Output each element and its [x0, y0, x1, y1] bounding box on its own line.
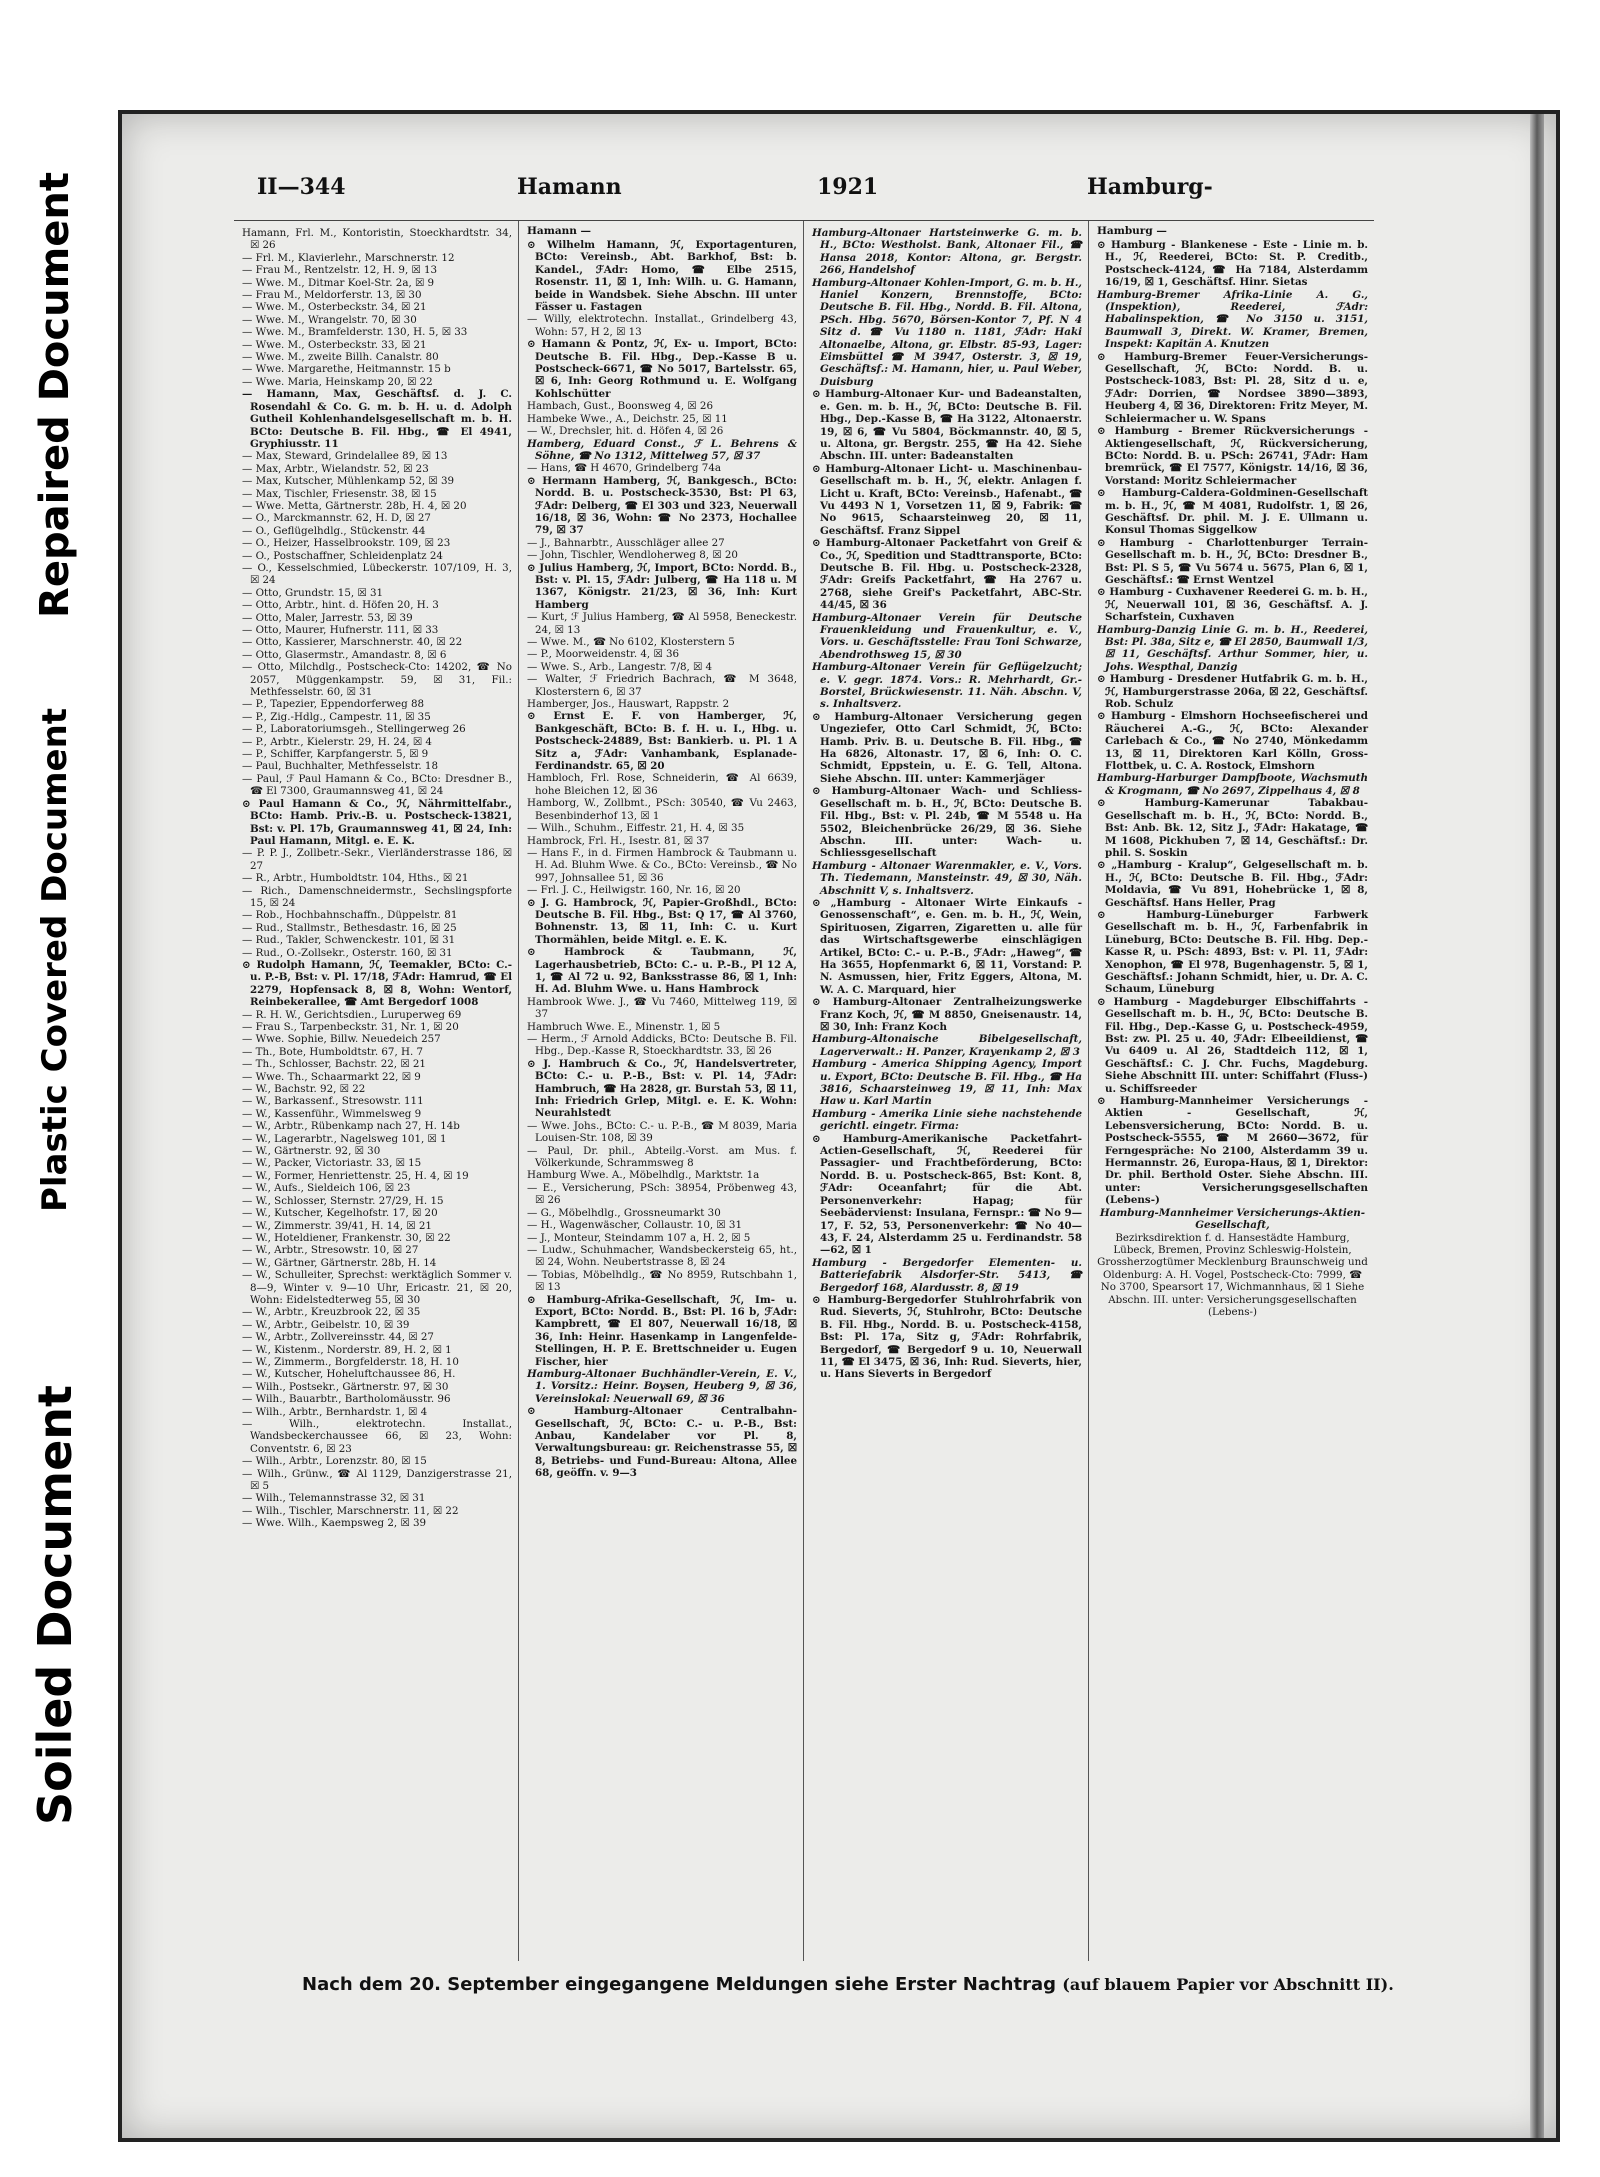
directory-entry: ⊙ Hamburg - Bremer Rückversicherungs - Aktiengesellschaft, ℋ, Rückversicherung, BCto: Nordd. B. u. PSch: 26741, ℱAdr: Ham bremrück, ☎ El 7577, Königstr. 14/16, ☒ 36, Vorstand: Moritz Schleiermacher [1097, 425, 1368, 487]
directory-entry: — W., Kassenführ., Wimmelsweg 9 [242, 1107, 422, 1120]
directory-entry: — Otto, Glasermstr., Amandastr. 8, ☒ 6 [242, 648, 447, 661]
directory-entry: — W., Schlosser, Sternstr. 27/29, H. 15 [242, 1194, 444, 1207]
directory-entry: ⊙ „Hamburg - Altonaer Wirte Einkaufs - Genossenschaft“, e. Gen. m. b. H., ℋ, Wein, Spirituosen, Zigarren, Zigaretten u. alle für das Wirtschaftsgewerbe einschlägigen Artikel, BCto: C.- u. P.-B., ℱAdr: „Haweg“, ☎ Ha 3655, Hopfenmarkt 6, ☒ 11, Vorstand: P. N. Asmussen, hier, Fritz Eggers, Altona, M. W. A. C. Marquard, hier [812, 896, 1082, 996]
directory-entry: Hamburg-Bremer Afrika-Linie A. G., (Inspektion), Reederei, ℱAdr: Habalinspektion, ☎ No 3150 u. 3151, Baumwall 3, Direkt. W. Kramer, Bremen, Inspekt: Kapitän A. Knutzen [1097, 288, 1368, 351]
directory-entry: — Rich., Damenschneidermstr., Sechslingspforte 15, ☒ 24 [242, 884, 512, 909]
directory-entry: ⊙ Hamburg - Magdeburger Elbschiffahrts - Gesellschaft m. b. H., ℋ, BCto: Deutsche B. Fil. Hbg., Dep.-Kasse G, u. Postscheck-4959, Bst: zw. Pl. 25 u. 40, ℱAdr: Elbeeildienst, ☎ Vu 6409 u. Al 26, Stadtdeich 112, ☒ 1, Geschäftsf.: C. J. Chr. Fuchs, Magdeburg. Siehe Abschnitt III. unter: Schiffahrt (Fluss-) u. Schiffsreeder [1097, 995, 1368, 1095]
directory-entry: — Max, Kutscher, Mühlenkamp 52, ☒ 39 [242, 475, 455, 488]
directory-entry: ⊙ Hamburg-Amerikanische Packetfahrt-Actien-Gesellschaft, ℋ, Reederei für Passagier- und Frachtbeförderung, BCto: Nordd. B. u. Postscheck-865, Bst: Kont. 8, ℱAdr: Oceanfahrt; für die Abt. Personenverkehr: Hapag; für Seebädervienst: Insulana, Fernspr.: ☎ No 9—17, F. 52, 53, Personenverkehr: ☎ No 40—43, F. 24, Alsterdamm 25 u. Ferdinandstr. 58—62, ☒ 1 [812, 1132, 1082, 1257]
directory-entry: — W., Schulleiter, Sprechst: werktäglich Sommer v. 8—9, Winter v. 9—10 Uhr, Ericastr. 21, ☒ 20, Wohn: Eidelstedterweg 55, ☒ 30 [242, 1269, 512, 1306]
directory-entry: ⊙ Hamburg-Altonaer Licht- u. Maschinenbau-Gesellschaft m. b. H., ℋ, elektr. Anlagen f. Licht u. Kraft, BCto: Vereinsb., Hafenabt., ☎ Vu 4493 N 1, Vorsetzen 11, ☒ 9, Fabrik: ☎ No 9615, Schaarsteinweg 20, ☒ 11, Geschäftsf. Franz Sippel [812, 462, 1082, 537]
directory-entry: — Hans, ☎ H 4670, Grindelberg 74a [527, 462, 722, 475]
running-head-name: Hamann [517, 174, 622, 200]
directory-entry: ⊙ Hamburg-Caldera-Goldminen-Gesellschaft m. b. H., ℋ, ☎ M 4081, Rudolfstr. 1, ☒ 26, Geschäftsf. Dr. phil. M. J. E. Ullmann u. Konsul Thomas Siggelkow [1097, 487, 1368, 537]
directory-entry: — Wwe. M., Osterbeckstr. 34, ☒ 21 [242, 301, 427, 314]
directory-entry: — W., Arbtr., Zollvereinsstr. 44, ☒ 27 [242, 1331, 434, 1344]
directory-entry: ⊙ Hamburg - Cuxhavener Reederei G. m. b. H., ℋ, Neuerwall 101, ☒ 36, Geschäftsf. A. J. Scharfstein, Cuxhaven [1097, 586, 1368, 624]
directory-entry: — J., Monteur, Steindamm 107 a, H. 2, ☒ 5 [527, 1231, 751, 1244]
directory-entry: — Paul, Buchhalter, Methfesselstr. 18 [242, 760, 439, 773]
directory-entry: — R. H. W., Gerichtsdien., Luruperweg 69 [242, 1008, 462, 1021]
directory-entry: — Frau M., Meldorferstr. 13, ☒ 30 [242, 289, 422, 302]
directory-entry: — Wilh., Tischler, Marschnerstr. 11, ☒ 22 [242, 1504, 459, 1517]
directory-entry: — W., Packer, Victoriastr. 33, ☒ 15 [242, 1157, 422, 1170]
directory-entry: — Herm., ℱ Arnold Addicks, BCto: Deutsche B. Fil. Hbg., Dep.-Kasse R, Stoeckhardtstr. 33, ☒ 26 [527, 1033, 797, 1058]
directory-entry: — W., Arbtr., Rübenkamp nach 27, H. 14b [242, 1120, 460, 1133]
directory-entry: — W., Zimmerstr. 39/41, H. 14, ☒ 21 [242, 1219, 432, 1232]
directory-entry: — O., Heizer, Hasselbrookstr. 109, ☒ 23 [242, 537, 451, 550]
directory-entry: — Wilh., Bauarbtr., Bartholomäusstr. 96 [242, 1393, 451, 1406]
directory-entry: — Paul, ℱ Paul Hamann & Co., BCto: Dresdner B., ☎ El 7300, Graumannsweg 41, ☒ 24 [242, 772, 512, 798]
directory-entry: Hamburg - Amerika Linie siehe nachstehende gerichtl. eingetr. Firma: [812, 1107, 1082, 1133]
directory-entry: — Willy, elektrotechn. Installat., Grindelberg 43, Wohn: 57, H 2, ☒ 13 [527, 313, 797, 338]
directory-entry: — Frau S., Tarpenbeckstr. 31, Nr. 1, ☒ 20 [242, 1021, 459, 1033]
page-number: II—344 [257, 174, 346, 200]
column-head: Hamburg — [1097, 225, 1167, 237]
directory-entry: — W., Bachstr. 92, ☒ 22 [242, 1083, 366, 1096]
directory-entry: ⊙ Julius Hamberg, ℋ, Import, BCto: Nordd. B., Bst: v. Pl. 15, ℱAdr: Julberg, ☎ Ha 118 u. M 1367, Königstr. 21/23, ☒ 36, Inh: Kurt Hamberg [527, 561, 797, 611]
directory-entry: ⊙ Hamburg - Elmshorn Hochseefischerei und Räucherei A.-G., ℋ, BCto: Alexander Carlebach & Co., ☎ No 2740, Mönkedamm 13, ☒ 11, Direktoren Karl Kölln, Gross-Flottbek, u. C. A. Rostock, Elmshorn [1097, 710, 1368, 773]
directory-entry: Hambeke Wwe., A., Deichstr. 25, ☒ 11 [527, 412, 728, 425]
directory-entry: ⊙ „Hamburg - Kralup“, Gelgesellschaft m. b. H., ℋ, BCto: Deutsche B. Fil. Hbg., ℱAdr: Moldavia, ☎ Vu 891, Hohebrücke 1, ☒ 8, Geschäftsf. Hans Heller, Prag [1097, 859, 1368, 909]
directory-entry: Hamburg-Altonaer Verein für Deutsche Frauenkleidung und Frauenkultur, e. V., Vors. u. Geschäftsstelle: Frau Toni Schwarze, Abendrothsweg 15, ☒ 30 [812, 611, 1082, 661]
directory-entry: ⊙ Hamburg-Kamerunar Tabakbau-Gesellschaft m. b. H., ℋ, BCto: Nordd. B., Bst: Anb. Bk. 12, Sitz J., ℱAdr: Hakatage, ☎ M 1608, Pickhuben 7, ☒ 14, Geschäftsf.: Dr. phil. S. Soskin [1097, 797, 1368, 859]
directory-entry: — Otto, Arbtr., hint. d. Höfen 20, H. 3 [242, 599, 439, 612]
directory-entry: — Th., Schlosser, Bachstr. 22, ☒ 21 [242, 1058, 426, 1071]
directory-entry: — Otto, Maurer, Hufnerstr. 111, ☒ 33 [242, 624, 439, 636]
directory-entry: Hamburg-Altonaer Verein für Geflügelzucht; e. V. gegr. 1874. Vors.: R. Mehrhardt, Gr.-Borstel, Brückwiesenstr. 11. Näh. Abschn. V, s. Inhaltsverz. [812, 661, 1082, 711]
directory-entry: Hamburg - America Shipping Agency, Import u. Export, BCto: Deutsche B. Fil. Hbg., ☎ Ha 3816, Schaarsteinweg 19, ☒ 11, Inh: Max Haw u. Karl Martin [812, 1058, 1082, 1108]
directory-entry: Hambruch Wwe. E., Minenstr. 1, ☒ 5 [527, 1020, 721, 1033]
directory-entry: — O., Kesselschmied, Lübeckerstr. 107/109, H. 3, ☒ 24 [242, 561, 512, 587]
directory-entry: — W., Zimmerm., Borgfelderstr. 18, H. 10 [242, 1355, 459, 1368]
directory-entry: — W., Hoteldiener, Frankenstr. 30, ☒ 22 [242, 1231, 451, 1244]
directory-entry: ⊙ Hermann Hamberg, ℋ, Bankgesch., BCto: Nordd. B. u. Postscheck-3530, Bst: Pl 63, ℱAdr: Delberg, ☎ El 303 und 323, Neuerwall 16/18, ☒ 36, Wohn: ☎ No 2373, Hochallee 79, ☒ 37 [527, 474, 797, 537]
directory-entry: ⊙ Hamburg-Altonaer Wach- und Schliess-Gesellschaft m. b. H., ℋ, BCto: Deutsche B. Fil. Hbg., Bst: v. Pl. 24b, ☎ M 5548 u. Ha 5502, Bleichenbrücke 26/29, ☒ 36. Siehe Abschn. III. unter: Wach- u. Schliessgesellschaft [812, 785, 1082, 860]
directory-entry: Hamburg-Danzig Linie G. m. b. H., Reederei, Bst: Pl. 38a, Sitz e, ☎ El 2850, Baumwall 1/3, ☒ 11, Geschäftsf. Arthur Sommer, hier, u. Johs. Wespthal, Danzig [1097, 623, 1368, 673]
directory-entry: ⊙ Hamburg - Charlottenburger Terrain-Gesellschaft m. b. H., ℋ, BCto: Dresdner B., Bst: Pl. S 5, ☎ Vu 5674 u. 5675, Plan 6, ☒ 1, Geschäftsf.: ☎ Ernst Wentzel [1097, 536, 1368, 586]
directory-entry: — Wwe. M., ☎ No 6102, Klosterstern 5 [527, 636, 735, 648]
footer-main: Nach dem 20. September eingegangene Meldungen siehe Erster Nachtrag [302, 1974, 1057, 1995]
directory-entry: Hamberg, Eduard Const., ℱ L. Behrens & Söhne, ☎ No 1312, Mittelweg 57, ☒ 37 [527, 437, 797, 462]
footer-notice [302, 1974, 1402, 1995]
directory-entry: — W., Kistenm., Norderstr. 89, H. 2, ☒ 1 [242, 1343, 452, 1356]
directory-entry: ⊙ J. G. Hambrock, ℋ, Papier-Großhdl., BCto: Deutsche B. Fil. Hbg., Bst: Q 17, ☎ Al 3760, Bohnenstr. 13, ☒ 11, Inh: C. u. Kurt Thormählen, beide Mitgl. e. E. K. [527, 896, 797, 946]
directory-entry: — O., Postschaffner, Schleidenplatz 24 [242, 549, 443, 562]
directory-entry: — Wilh., Grünw., ☎ Al 1129, Danzigerstrasse 21, ☒ 5 [242, 1467, 512, 1493]
directory-entry: — Wilh., Postsekr., Gärtnerstr. 97, ☒ 30 [242, 1380, 449, 1393]
directory-entry: — W., Barkassenf., Stresowstr. 111 [242, 1095, 424, 1108]
directory-entry: — Wilh., Telemannstrasse 32, ☒ 31 [242, 1492, 426, 1505]
directory-entry: — P., Tapezier, Eppendorferweg 88 [242, 698, 425, 711]
directory-entry: — W., Arbtr., Stresowstr. 10, ☒ 27 [242, 1244, 419, 1257]
directory-entry: — Frau M., Rentzelstr. 12, H. 9, ☒ 13 [242, 264, 438, 277]
directory-entry: ⊙ Hamburg-Altonaer Kur- und Badeanstalten, e. Gen. m. b. H., ℋ, BCto: Deutsche B. Fil. Hbg., Dep.-Kasse B, ☎ Ha 3122, Altonaerstr. 19, ☒ 6, ☎ Vu 5804, Böckmannstr. 40, ☒ 5, u. Altona, gr. Bergstr. 255, ☎ Ha 42. Siehe Abschn. III. unter: Badeanstalten [812, 388, 1082, 463]
directory-entry: ⊙ Hamburg-Altonaer Centralbahn-Gesellschaft, ℋ, BCto: C.- u. P.-B., Bst: Anbau, Kandelaber vor Pl. 8, Verwaltungsbureau: gr. Reichenstrasse 55, ☒ 8, Betriebs- und Fund-Bureau: Altona, Allee 68, geöffn. v. 9—3 [527, 1405, 797, 1480]
directory-entry: — Rud., Takler, Schwenckestr. 101, ☒ 31 [242, 934, 456, 947]
directory-entry: — Wwe. Johs., BCto: C.- u. P.-B., ☎ M 8039, Maria Louisen-Str. 108, ☒ 39 [527, 1119, 797, 1145]
directory-entry: — Wwe. Margarethe, Heitmannstr. 15 b [242, 363, 451, 376]
directory-entry: — Otto, Grundstr. 15, ☒ 31 [242, 586, 384, 599]
directory-entry: ⊙ Hamburg-Lüneburger Farbwerk Gesellschaft m. b. H., ℋ, Farbenfabrik in Lüneburg, BCto: Deutsche B. Fil. Hbg. Dep.-Kasse R, u. PSch: 4893, Bst: v. Pl. 11, ℱAdr: Xenophon, ☎ El 978, Bugenhagenstr. 5, ☒ 1, Geschäftsf.: Johann Schmidt, hier, u. Dr. A. C. Schaum, Lüneburg [1097, 908, 1368, 996]
column-head: Hamann — [527, 225, 592, 237]
directory-entry: — Wwe. Maria, Heinskamp 20, ☒ 22 [242, 375, 433, 388]
side-labels [0, 0, 110, 2177]
directory-entry: — Walter, ℱ Friedrich Bachrach, ☎ M 3648, Klosterstern 6, ☒ 37 [527, 673, 797, 698]
directory-entry: — P., Laboratoriumsgeh., Stellingerweg 26 [242, 723, 466, 736]
directory-entry: ⊙ Hambrock & Taubmann, ℋ, Lagerhausbetrieb, BCto: C.- u. P.-B., Pl 12 A, 1, ☎ Al 72 u. 92, Banksstrasse 86, ☒ 1, Inh: H. Ad. Bluhm Wwe. u. Hans Hambrock [527, 946, 797, 996]
directory-entry: Hamburg Wwe. A., Möbelhdlg., Marktstr. 1a [527, 1169, 760, 1182]
directory-entry: Hambach, Gust., Boonsweg 4, ☒ 26 [527, 400, 714, 413]
running-head-city: Hamburg- [1087, 174, 1213, 200]
directory-entry: — W., Gärtner, Gärtnerstr. 28b, H. 14 [242, 1256, 437, 1269]
footer-note: (auf blauem Papier vor Abschnitt II). [1062, 1975, 1394, 1994]
directory-entry: — Wwe. Th., Schaarmarkt 22, ☒ 9 [242, 1070, 421, 1083]
directory-entry: — Wwe. M., Ditmar Koel-Str. 2a, ☒ 9 [242, 276, 435, 289]
directory-entry: — Otto, Maler, Jarrestr. 53, ☒ 39 [242, 611, 413, 624]
directory-entry: ⊙ Hamburg-Altonaer Packetfahrt von Greif & Co., ℋ, Spedition und Stadttransporte, BCto: Deutsche B. Fil. Hbg. u. Postscheck-2328, ℱAdr: Greifs Packetfahrt, ☎ Ha 2767 u. 2768, siehe Greif's Packetfahrt, ABC-Str. 44/45, ☒ 36 [812, 537, 1082, 612]
directory-entry: Hamburg-Altonaer Buchhändler-Verein, E. V., 1. Vorsitz.: Heinr. Boysen, Heuberg 9, ☒ 36, Vereinslokal: Neuerwall 69, ☒ 36 [527, 1367, 797, 1405]
directory-entry: ⊙ Wilhelm Hamann, ℋ, Exportagenturen, BCto: Vereinsb., Abt. Barkhof, Bst: b. Kandel., ℱAdr: Homo, ☎ Elbe 2515, Rosenstr. 11, ☒ 1, Inh: Wilh. u. G. Hamann, beide in Wandsbek. Siehe Abschn. III unter Fässer u. Fastagen [527, 239, 797, 314]
directory-entry: — Frl. M., Klavierlehr., Marschnerstr. 12 [242, 251, 455, 264]
directory-entry: Hamburg - Altonaer Warenmakler, e. V., Vors. Th. Tiedemann, Mansteinstr. 49, ☒ 30, Näh. Abschnitt V, s. Inhaltsverz. [812, 859, 1082, 897]
directory-entry: — Frl. J. C., Heilwigstr. 160, Nr. 16, ☒ 20 [527, 884, 741, 897]
directory-entry: — R., Arbtr., Humboldtstr. 104, Hths., ☒ 21 [242, 872, 469, 885]
directory-entry: — Wilh., Schuhm., Eiffestr. 21, H. 4, ☒ 35 [527, 822, 745, 835]
directory-entry: — Wwe. M., Bramfelderstr. 130, H. 5, ☒ 33 [242, 326, 468, 339]
directory-entry: Hambloch, Frl. Rose, Schneiderin, ☎ Al 6639, hohe Bleichen 12, ☒ 36 [527, 772, 797, 797]
directory-entry: Hamann, Frl. M., Kontoristin, Stoeckhardtstr. 34, ☒ 26 [242, 227, 512, 252]
directory-entry: — Wwe. M., Osterbeckstr. 33, ☒ 21 [242, 338, 427, 351]
directory-entry: — Th., Bote, Humboldtstr. 67, H. 7 [242, 1045, 424, 1058]
directory-entry: — W., Aufs., Sieldeich 106, ☒ 23 [242, 1182, 411, 1195]
directory-entry: Hamburg-Mannheimer Versicherungs-Aktien-Gesellschaft, [1099, 1206, 1366, 1232]
column-4 [1089, 221, 1374, 1961]
directory-entry: — Wwe. M., Wrangelstr. 70, ☒ 30 [242, 313, 417, 326]
running-head-year: 1921 [817, 174, 879, 200]
directory-entry: — Otto, Milchdlg., Postscheck-Cto: 14202, ☎ No 2057, Müggenkampstr. 59, ☒ 31, Fil.: Methfesselstr. 60, ☒ 31 [242, 661, 512, 699]
directory-entry: — Max, Steward, Grindelallee 89, ☒ 13 [242, 450, 448, 463]
directory-entry: — Wwe. Sophie, Billw. Neuedeich 257 [242, 1033, 441, 1046]
page-header [257, 174, 1277, 218]
directory-entry: — Rud., O.-Zollsekr., Osterstr. 160, ☒ 31 [242, 946, 453, 959]
directory-entry: — P., Arbtr., Kielerstr. 29, H. 24, ☒ 4 [242, 735, 432, 748]
column-2 [519, 221, 804, 1961]
directory-entry: Hambrock, Frl. H., Isestr. 81, ☒ 37 [527, 834, 710, 847]
directory-entry: — Otto, Kassierer, Marschnerstr. 40, ☒ 22 [242, 636, 463, 649]
soiled-document-label: Soiled Document [28, 1384, 82, 1826]
directory-entry: — Max, Arbtr., Wielandstr. 52, ☒ 23 [242, 462, 429, 475]
directory-entry: Hamburg-Harburger Dampfboote, Wachsmuth & Krogmann, ☎ No 2697, Zippelhaus 4, ☒ 8 [1097, 772, 1368, 797]
directory-entry: — Wwe. S., Arb., Langestr. 7/8, ☒ 4 [527, 660, 713, 673]
directory-entry: — P., Schiffer, Karpfangerstr. 5, ☒ 9 [242, 748, 429, 761]
directory-entry: Hamburg-Altonaer Kohlen-Import, G. m. b. H., Haniel Konzern, Brennstoffe, BCto: Deutsche B. Fil. Hbg., Nordd. B. Fil. Altona, PSch. Hbg. 5670, Börsen-Kontor 7, Pf. N 4 Sitz d. ☎ Vu 1180 n. 1181, ℱAdr: Haki Altonaelbe, Altona, gr. Elbstr. 85-93, Lager: Eimsbüttel ☎ M 3947, Osterstr. 3, ☒ 19, Geschäftsf.: M. Hamann, hier, u. Paul Weber, Duisburg [812, 276, 1082, 388]
directory-entry: — E., Versicherung, PSch: 38954, Pröbenweg 43, ☒ 26 [527, 1181, 797, 1207]
directory-entry: — O., Marckmannstr. 62, H. D, ☒ 27 [242, 512, 431, 525]
directory-entry: — P., Moorweidenstr. 4, ☒ 36 [527, 648, 680, 661]
directory-entry: ⊙ Hamann & Pontz, ℋ, Ex- u. Import, BCto: Deutsche B. Fil. Hbg., Dep.-Kasse B u. Postscheck-6671, ☎ No 5017, Bartelsstr. 65, ☒ 6, Inh: Georg Rothmund u. E. Wolfgang Kohlschütter [527, 338, 797, 400]
directory-entry: ⊙ Hamburg - Blankenese - Este - Linie m. b. H., ℋ, Reederei, BCto: St. P. Creditb., Postscheck-4124, ☎ Ha 7184, Alsterdamm 16/19, ☒ 1, Geschäftsf. Hinr. Sietas [1097, 239, 1368, 289]
entry-list [242, 227, 512, 1530]
directory-entry: — W., Kutscher, Hoheluftchaussee 86, H. [242, 1368, 456, 1381]
directory-entry: Hamborg, W., Zollbmt., PSch: 30540, ☎ Vu 2463, Besenbinderhof 13, ☒ 1 [527, 797, 797, 822]
directory-entry: — W., Arbtr., Kreuzbrook 22, ☒ 35 [242, 1306, 421, 1319]
column-1 [234, 221, 519, 1961]
directory-entry: — O., Geflügelhdlg., Stückenstr. 44 [242, 524, 426, 537]
column-3 [804, 221, 1089, 1961]
directory-entry: ⊙ Rudolph Hamann, ℋ, Teemakler, BCto: C.- u. P.-B, Bst: v. Pl. 17/18, ℱAdr: Hamrud, ☎ El 2279, Hopfensack 8, ☒ 8, Wohn: Wentorf, Reinbekerallee, ☎ Amt Bergedorf 1008 [242, 958, 512, 1009]
directory-entry: — W., Arbtr., Geibelstr. 10, ☒ 39 [242, 1318, 410, 1331]
directory-entry: ⊙ Hamburg-Bremer Feuer-Versicherungs-Gesellschaft, ℋ, BCto: Nordd. B. u. Postscheck-1083, Bst: Pl. 28, Sitz d u. e, ℱAdr: Dorrien, ☎ Nordsee 3890—3893, Heuberg 4, ☒ 36, Direktoren: Fritz Meyer, M. Schleiermacher u. W. Spans [1097, 350, 1368, 425]
directory-entry: — Wilh., Arbtr., Bernhardstr. 1, ☒ 4 [242, 1405, 428, 1418]
directory-entry: — Wilh., elektrotechn. Installat., Wandsbeckerchaussee 66, ☒ 23, Wohn: Conventstr. 6, ☒ 23 [242, 1418, 512, 1455]
directory-entry: — W., Lagerarbtr., Nagelsweg 101, ☒ 1 [242, 1132, 447, 1145]
directory-entry: — Hans F., in d. Firmen Hambrock & Taubmann u. H. Ad. Bluhm Wwe. & Co., BCto: Vereinsb., ☎ No 997, Johnsallee 51, ☒ 36 [527, 846, 797, 884]
directory-entry: Hamberger, Jos., Hauswart, Rappstr. 2 [527, 698, 730, 711]
directory-entry: ⊙ Hamburg-Bergedorfer Stuhlrohrfabrik von Rud. Sieverts, ℋ, Stuhlrohr, BCto: Deutsche B. Fil. Hbg., Nordd. B. u. Postscheck-4158, Bst: Pl. 17a, Sitz g, ℱAdr: Rohrfabrik, Bergedorf, ☎ Bergedorf 9 u. 10, Neuerwall 11, ☎ El 3475, ☒ 36, Inh: Rud. Sieverts, hier, u. Hans Sieverts in Bergedorf [812, 1293, 1082, 1381]
directory-entry: ⊙ Hamburg - Dresdener Hutfabrik G. m. b. H., ℋ, Hamburgerstrasse 206a, ☒ 22, Geschäftsf. Rob. Schulz [1097, 673, 1368, 711]
entry-list [527, 239, 797, 1480]
directory-entry: — Wilh., Arbtr., Lorenzstr. 80, ☒ 15 [242, 1455, 427, 1468]
directory-entry: ⊙ Hamburg-Afrika-Gesellschaft, ℋ, Im- u. Export, BCto: Nordd. B., Bst: Pl. 16 b, ℱAdr: Kampbrett, ☎ El 807, Neuerwall 16/18, ☒ 36, Inh: Heinr. Hasenkamp in Langenfelde-Stellingen, H. P. E. Brettschneider u. Eugen Fischer, hier [527, 1293, 797, 1368]
directory-entry: — P., Zig.-Hdlg., Campestr. 11, ☒ 35 [242, 710, 431, 723]
directory-entry: — W., Former, Henriettenstr. 25, H. 4, ☒ 19 [242, 1169, 469, 1182]
directory-entry: ⊙ Paul Hamann & Co., ℋ, Nährmittelfabr., BCto: Hamb. Priv.-B. u. Postscheck-13821, Bst: v. Pl. 17b, Graumannsweg 41, ☒ 24, Inh: Paul Hamann, Mitgl. e. E. K. [242, 797, 512, 847]
directory-entry: — Kurt, ℱ Julius Hamberg, ☎ Al 5958, Beneckestr. 24, ☒ 13 [527, 611, 797, 636]
directory-entry: — Wwe. M., zweite Billh. Canalstr. 80 [242, 351, 439, 364]
directory-entry: ⊙ Ernst E. F. von Hamberger, ℋ, Bankgeschäft, BCto: B. f. H. u. I., Hbg. u. Postscheck-24889, Bst: Bankierb. u. Pl. 1 A Sitz a, ℱAdr: Vanhambank, Esplanade-Ferdinandstr. 65, ☒ 20 [527, 710, 797, 773]
directory-entry: — Wwe. Wilh., Kaempsweg 2, ☒ 39 [242, 1517, 427, 1530]
directory-entry: — P. P. J., Zollbetr.-Sekr., Vierländerstrasse 186, ☒ 27 [242, 847, 512, 872]
directory-entry: Hamburg - Bergedorfer Elementen- u. Batteriefabrik Alsdorfer-Str. 5413, ☎ Bergedorf 168, Alardusstr. 8, ☒ 19 [812, 1256, 1082, 1294]
directory-entry: — Wwe. Metta, Gärtnerstr. 28b, H. 4, ☒ 20 [242, 499, 467, 512]
entry-list [812, 227, 1082, 1381]
entry-list [1097, 239, 1368, 1318]
directory-entry: — Rud., Stallmstr., Bethesdastr. 16, ☒ 25 [242, 921, 457, 934]
directory-entry: ⊙ Hamburg-Mannheimer Versicherungs - Aktien - Gesellschaft, ℋ, Lebensversicherung, BCto: Nordd. B. u. Postscheck-5555, ☎ M 2660—3672, für Ferngespräche: No 2100, Alsterdamm 39 u. Hermannstr. 26, Europa-Haus, ☒ 1, Direktor: Dr. phil. Berthold Oster. Siehe Abschn. III. unter: Versicherungsgesellschaften (Lebens-) [1097, 1095, 1368, 1207]
directory-entry: — Tobias, Möbelhdlg., ☎ No 8959, Rutschbahn 1, ☒ 13 [527, 1268, 797, 1294]
directory-entry: — W., Gärtnerstr. 92, ☒ 30 [242, 1145, 381, 1158]
directory-entry: — Paul, Dr. phil., Abteilg.-Vorst. am Mus. f. Völkerkunde, Schrammsweg 8 [527, 1144, 797, 1170]
scanned-page [118, 110, 1560, 2142]
directory-entry: — G., Möbelhdlg., Grossneumarkt 30 [527, 1206, 721, 1219]
directory-entry: ⊙ Hamburg-Altonaer Zentralheizungswerke Franz Koch, ℋ, ☎ M 8850, Gneisenaustr. 14, ☒ 30, Inh: Franz Koch [812, 996, 1082, 1033]
directory-entry: ⊙ Hamburg-Altonaer Versicherung gegen Ungeziefer, Otto Carl Schmidt, ℋ, BCto: Hamb. Priv. B. u. Deutsche B. Fil. Hbg., ☎ Ha 6826, Altonastr. 17, ☒ 6, Inh: O. C. Schmidt, Eppstein, u. E. G. Tell, Altona. Siehe Abschn. III. unter: Kammerjäger [812, 710, 1082, 785]
directory-entry: Hamburg-Altonaische Bibelgesellschaft, Lagerverwalt.: H. Panzer, Krayenkamp 2, ☒ 3 [812, 1033, 1082, 1058]
directory-entry: — Hamann, Max, Geschäftsf. d. J. C. Rosendahl & Co. G. m. b. H. u. d. Adolph Gutheil Kohlenhandelsgesellschaft m. b. H. BCto: Deutsche B. Fil. Hbg., ☎ El 4941, Gryphiusstr. 11 [242, 388, 512, 450]
directory-entry: — Rob., Hochbahnschaffn., Düppelstr. 81 [242, 909, 458, 922]
directory-entry: Hambrook Wwe. J., ☎ Vu 7460, Mittelweg 119, ☒ 37 [527, 995, 797, 1021]
plastic-covered-document-label: Plastic Covered Document [35, 707, 75, 1213]
directory-entry: — W., Drechsler, hit. d. Höfen 4, ☒ 26 [527, 425, 724, 438]
directory-entry: — Ludw., Schuhmacher, Wandsbeckersteig 65, ht., ☒ 24, Wohn. Neubertstrasse 8, ☒ 24 [527, 1243, 797, 1269]
directory-entry: — J., Bahnarbtr., Ausschläger allee 27 [527, 536, 725, 549]
directory-columns [234, 220, 1374, 1961]
directory-entry: — Max, Tischler, Friesenstr. 38, ☒ 15 [242, 487, 437, 500]
directory-entry: Bezirksdirektion f. d. Hansestädte Hamburg, Lübeck, Bremen, Provinz Schleswig-Holstein, Grossherzogtümer Mecklenburg Braunschweig und Oldenburg: A. H. Vogel, Postscheck-Cto: 7999, ☎ No 3700, Spearsort 17, Wichmannhaus, ☒ 1 Siehe Abschn. III. unter: Versicherungsgesellschaften (Lebens-) [1097, 1231, 1368, 1318]
directory-entry: — W., Kutscher, Kegelhofstr. 17, ☒ 20 [242, 1207, 438, 1220]
directory-entry: Hamburg-Altonaer Hartsteinwerke G. m. b. H., BCto: Westholst. Bank, Altonaer Fil., ☎ Hansa 2018, Kontor: Altona, gr. Bergstr. 266, Handelshof [812, 227, 1082, 277]
directory-entry: — John, Tischler, Wendloherweg 8, ☒ 20 [527, 549, 738, 562]
page-binding-edge [1530, 114, 1544, 2138]
repaired-document-label: Repaired Document [32, 172, 78, 618]
directory-entry: — H., Wagenwäscher, Collaustr. 10, ☒ 31 [527, 1219, 743, 1232]
directory-entry: ⊙ J. Hambruch & Co., ℋ, Handelsvertreter, BCto: C.- u. P.-B., Bst: v. Pl. 14, ℱAdr: Hambruch, ☎ Ha 2828, gr. Burstah 53, ☒ 11, Inh: Friedrich Grlep, Mitgl. e. E. K. Wohn: Neurahlstedt [527, 1057, 797, 1120]
